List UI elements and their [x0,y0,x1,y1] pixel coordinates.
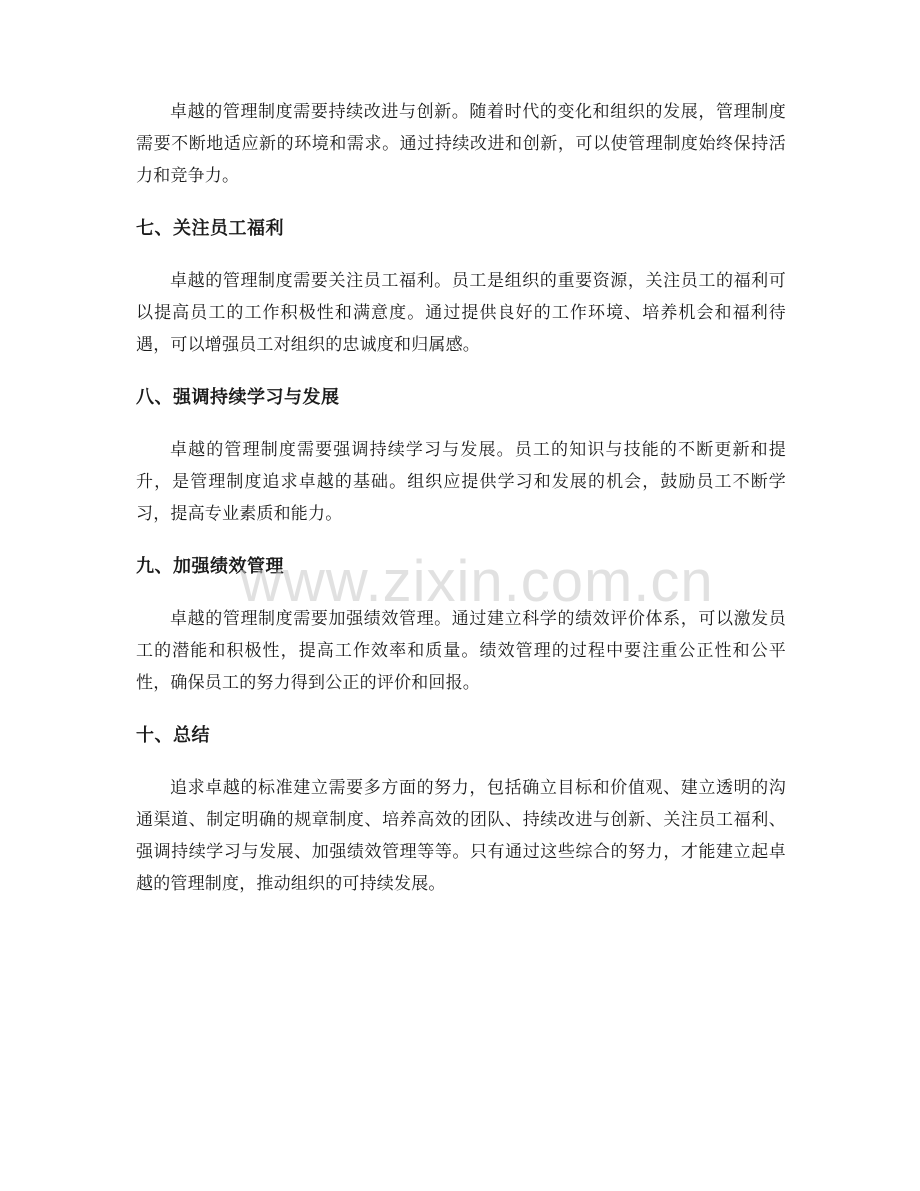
section-heading-performance: 九、加强绩效管理 [136,556,284,577]
section-heading-summary: 十、总结 [136,725,210,746]
section-body-summary: 追求卓越的标准建立需要多方面的努力，包括确立目标和价值观、建立透明的沟通渠道、制定明确的规章制度、培养高效的团队、持续改进与创新、关注员工福利、强调持续学习与发展、加强绩效管理等等。只有通过这些综合的努力，才能建立起卓越的管理制度，推动组织的可持续发展。 [136,778,786,894]
document-page [136,96,786,923]
section-body-learning: 卓越的管理制度需要强调持续学习与发展。员工的知识与技能的不断更新和提升，是管理制度追求卓越的基础。组织应提供学习和发展的机会，鼓励员工不断学习，提高专业素质和能力。 [136,440,786,524]
section-body-performance: 卓越的管理制度需要加强绩效管理。通过建立科学的绩效评价体系，可以激发员工的潜能和积极性，提高工作效率和质量。绩效管理的过程中要注重公正性和公平性，确保员工的努力得到公正的评价和回报。 [136,609,786,693]
section-heading-welfare: 七、关注员工福利 [136,218,284,239]
intro-paragraph: 卓越的管理制度需要持续改进与创新。随着时代的变化和组织的发展，管理制度需要不断地适应新的环境和需求。通过持续改进和创新，可以使管理制度始终保持活力和竞争力。 [136,102,786,186]
section-body-welfare: 卓越的管理制度需要关注员工福利。员工是组织的重要资源，关注员工的福利可以提高员工的工作积极性和满意度。通过提供良好的工作环境、培养机会和福利待遇，可以增强员工对组织的忠诚度和归属感。 [136,271,786,355]
section-heading-learning: 八、强调持续学习与发展 [136,387,340,408]
watermark-text: www.zixin.com.cn [240,549,714,614]
